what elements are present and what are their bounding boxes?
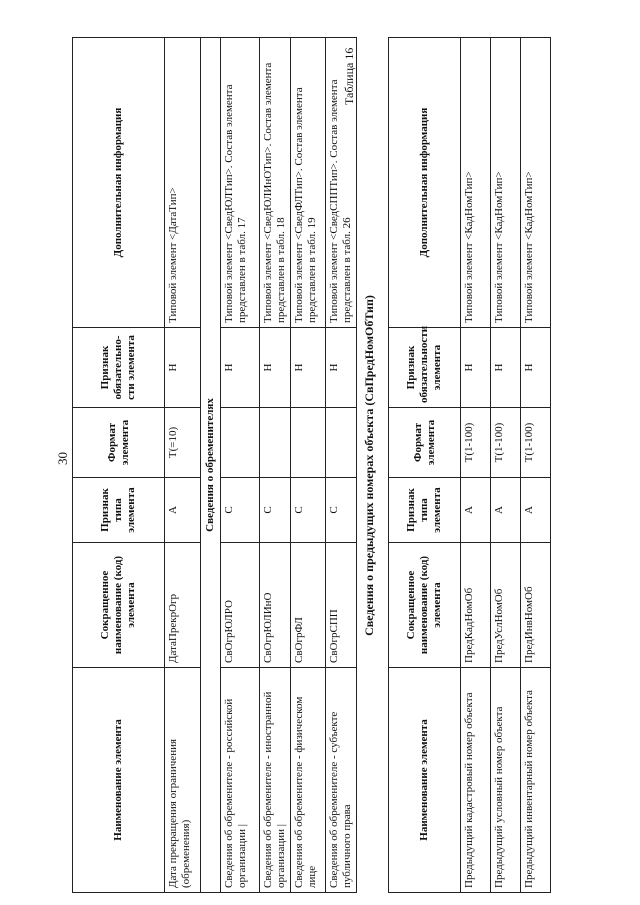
cell-info: Типовой элемент <КадНомТип>: [491, 38, 521, 328]
table-number: Таблица 16: [342, 47, 356, 105]
column-header: Формат элемента: [389, 408, 461, 478]
cell-name: Сведения об обременителе - российской организации |: [221, 668, 260, 893]
cell-required: Н: [491, 328, 521, 408]
cell-type: А: [491, 478, 521, 543]
cell-type: А: [165, 478, 201, 543]
cell-required: Н: [461, 328, 491, 408]
table-row: [221, 38, 260, 893]
table-row: [260, 38, 291, 893]
table-row: [491, 38, 521, 893]
cell-format: Т(1-100): [521, 408, 551, 478]
column-header: Наименование элемента: [389, 668, 461, 893]
cell-type: С: [260, 478, 291, 543]
cell-name: Сведения об обременителе - субъекте публичного права: [326, 668, 357, 893]
cell-code: ПредКадНомОб: [461, 543, 491, 668]
cell-info: Типовой элемент <СведФЛТип>. Состав элемента представлен в табл. 19: [291, 38, 326, 328]
cell-name: Дата прекращения ограничения (обременения): [165, 668, 201, 893]
cell-type: А: [521, 478, 551, 543]
previous-numbers-table: [388, 37, 551, 893]
section-title: Сведения о обременителях: [201, 38, 221, 893]
elements-table-continued: [72, 37, 357, 893]
cell-info: Типовой элемент <СведЮЛИнОТип>. Состав элемента представлен в табл. 18: [260, 38, 291, 328]
cell-name: Предыдущий инвентарный номер объекта: [521, 668, 551, 893]
cell-code: СвОгрЮЛИнО: [260, 543, 291, 668]
cell-required: Н: [521, 328, 551, 408]
column-header: Признак типа элемента: [73, 478, 165, 543]
column-header: Сокращенное наименование (код) элемента: [73, 543, 165, 668]
column-header: Признак типа элемента: [389, 478, 461, 543]
cell-format: Т(1-100): [461, 408, 491, 478]
cell-name: Предыдущий условный номер объекта: [491, 668, 521, 893]
cell-code: СвОгрСПП: [326, 543, 357, 668]
cell-format: [291, 408, 326, 478]
cell-required: Н: [260, 328, 291, 408]
page-number: 30: [55, 452, 70, 465]
cell-code: ПредИнвНомОб: [521, 543, 551, 668]
cell-info: Типовой элемент <ДатаТип>: [165, 38, 201, 328]
column-header: Дополнительная информация: [389, 38, 461, 328]
cell-type: С: [326, 478, 357, 543]
column-header: Дополнительная информация: [73, 38, 165, 328]
section-row: [201, 38, 221, 893]
column-header: Признак обязательности элемента: [389, 328, 461, 408]
cell-type: С: [221, 478, 260, 543]
cell-type: А: [461, 478, 491, 543]
table-row: [326, 38, 357, 893]
cell-info: Типовой элемент <СведЮЛТип>. Состав элемента представлен в табл. 17: [221, 38, 260, 328]
cell-format: Т(=10): [165, 408, 201, 478]
column-header: Формат элемента: [73, 408, 165, 478]
column-header: Признак обязательно-сти элемента: [73, 328, 165, 408]
cell-required: Н: [291, 328, 326, 408]
cell-format: [260, 408, 291, 478]
column-header: Наименование элемента: [73, 668, 165, 893]
table-header-row: [73, 38, 165, 893]
cell-code: ПредУслНомОб: [491, 543, 521, 668]
table-header-row: [389, 38, 461, 893]
table-row: [461, 38, 491, 893]
cell-format: Т(1-100): [491, 408, 521, 478]
cell-code: ДатаПрекрОгр: [165, 543, 201, 668]
cell-required: Н: [165, 328, 201, 408]
column-header: Сокращенное наименование (код) элемента: [389, 543, 461, 668]
cell-type: С: [291, 478, 326, 543]
cell-required: Н: [221, 328, 260, 408]
cell-info: Типовой элемент <СведСППТип>. Состав элемента представлен в табл. 26: [326, 38, 357, 328]
cell-info: Типовой элемент <КадНомТип>: [461, 38, 491, 328]
cell-info: Типовой элемент <КадНомТип>: [521, 38, 551, 328]
table-row: [521, 38, 551, 893]
table-title: Сведения о предыдущих номерах объекта (СвПредНомОбТип): [362, 295, 376, 636]
table-row: [291, 38, 326, 893]
cell-required: Н: [326, 328, 357, 408]
cell-code: СвОгрЮЛРО: [221, 543, 260, 668]
table-row: [165, 38, 201, 893]
cell-format: [221, 408, 260, 478]
cell-name: Предыдущий кадастровый номер объекта: [461, 668, 491, 893]
cell-name: Сведения об обременителе - физическом лице: [291, 668, 326, 893]
cell-name: Сведения об обременителе - иностранной организации |: [260, 668, 291, 893]
cell-format: [326, 408, 357, 478]
cell-code: СвОгрФЛ: [291, 543, 326, 668]
